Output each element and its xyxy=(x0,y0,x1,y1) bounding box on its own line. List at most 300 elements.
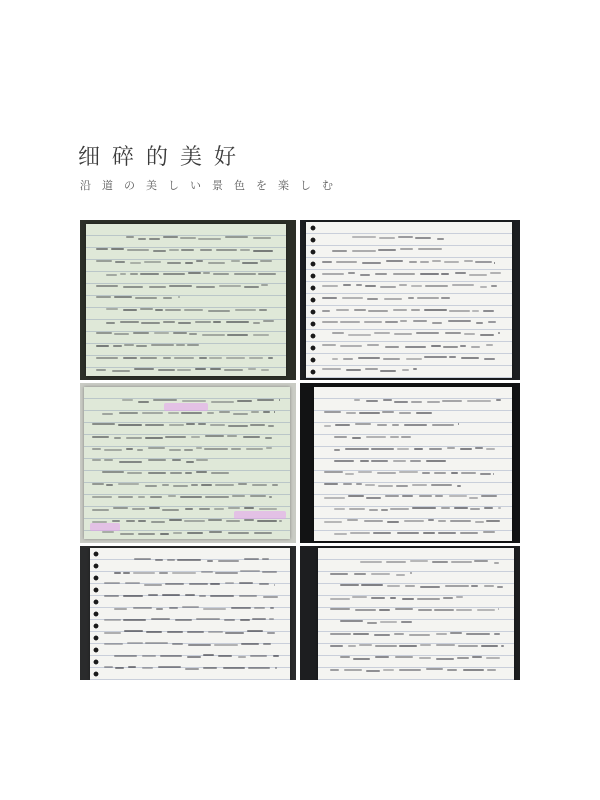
handwriting-stroke xyxy=(420,261,429,263)
handwriting-stroke xyxy=(163,297,172,299)
handwriting-stroke xyxy=(102,413,113,415)
handwriting-stroke xyxy=(330,608,350,610)
handwriting-stroke xyxy=(104,643,123,645)
handwriting-stroke xyxy=(352,596,367,598)
handwriting-stroke xyxy=(118,424,142,426)
handwriting-stroke xyxy=(405,346,426,348)
handwriting-stroke xyxy=(92,496,112,498)
notebook-photo-1 xyxy=(80,220,296,380)
handwriting-stroke xyxy=(203,608,226,610)
handwriting-stroke xyxy=(385,495,399,497)
handwriting-stroke xyxy=(260,260,271,262)
handwriting-stroke xyxy=(124,344,134,346)
handwriting-stroke xyxy=(476,322,483,324)
handwriting-stroke xyxy=(154,332,169,334)
handwriting-stroke xyxy=(214,508,223,510)
handwriting-stroke xyxy=(151,344,174,346)
handwriting-stroke xyxy=(375,645,397,647)
handwriting-stroke xyxy=(156,608,163,610)
handwriting-stroke xyxy=(185,668,200,670)
handwriting-stroke xyxy=(213,321,222,323)
handwriting-stroke xyxy=(165,309,181,311)
handwriting-stroke xyxy=(464,260,473,262)
handwriting-stroke xyxy=(239,595,257,597)
handwriting-stroke xyxy=(404,424,427,426)
handwriting-stroke xyxy=(420,644,432,646)
handwriting-stroke xyxy=(340,345,362,347)
handwriting-stroke xyxy=(231,448,241,450)
handwriting-stroke xyxy=(397,448,409,450)
handwriting-stroke xyxy=(163,321,175,323)
handwriting-stroke xyxy=(397,532,419,534)
handwriting-stroke xyxy=(272,484,278,486)
handwriting-stroke xyxy=(239,582,254,584)
handwriting-stroke xyxy=(399,284,407,286)
handwriting-stroke xyxy=(102,471,124,473)
handwriting-stroke xyxy=(106,274,117,276)
notebook-photo-3 xyxy=(80,383,296,543)
handwriting-stroke xyxy=(231,260,240,262)
handwriting-stroke xyxy=(145,424,164,426)
handwriting-stroke xyxy=(494,562,499,564)
handwriting-stroke xyxy=(410,460,420,462)
handwriting-stroke xyxy=(262,571,277,573)
handwriting-stroke xyxy=(172,459,181,461)
handwriting-stroke xyxy=(158,666,181,668)
handwriting-stroke xyxy=(322,321,338,323)
handwriting-stroke xyxy=(175,619,193,621)
handwriting-stroke xyxy=(353,658,370,660)
handwriting-stroke xyxy=(336,261,357,263)
handwriting-stroke xyxy=(491,285,497,287)
handwriting-stroke xyxy=(189,333,197,335)
handwriting-stroke xyxy=(386,260,403,262)
handwriting-stroke xyxy=(480,473,491,475)
handwriting-stroke xyxy=(344,669,362,671)
handwriting-stroke xyxy=(146,631,161,633)
handwriting-stroke xyxy=(343,284,352,286)
handwriting-stroke xyxy=(411,309,420,311)
handwriting-stroke xyxy=(140,357,157,359)
handwriting-stroke xyxy=(218,560,239,562)
handwriting-stroke xyxy=(253,250,272,252)
handwriting-stroke xyxy=(419,657,431,659)
handwriting-stroke xyxy=(420,586,441,588)
handwriting-stroke xyxy=(346,412,357,414)
handwriting-stroke xyxy=(112,520,120,522)
handwriting-stroke xyxy=(127,642,143,644)
handwriting-stroke xyxy=(244,286,258,288)
handwriting-stroke xyxy=(162,484,168,486)
handwriting-stroke xyxy=(172,572,196,574)
handwriting-stroke xyxy=(149,238,160,240)
handwriting-stroke xyxy=(472,310,478,312)
handwriting-stroke xyxy=(226,321,249,323)
handwriting-stroke xyxy=(149,286,166,288)
handwriting-stroke xyxy=(214,644,238,646)
notebook-page xyxy=(84,387,290,539)
handwriting-stroke xyxy=(396,574,405,576)
handwriting-stroke xyxy=(250,495,266,497)
handwriting-stroke xyxy=(125,582,140,584)
handwriting-stroke xyxy=(486,657,500,659)
handwriting-stroke xyxy=(451,561,473,563)
handwriting-stroke xyxy=(120,321,139,323)
handwriting-stroke xyxy=(126,448,133,450)
handwriting-stroke xyxy=(475,521,484,523)
handwriting-stroke xyxy=(460,345,466,347)
handwriting-stroke xyxy=(196,471,207,473)
handwriting-stroke xyxy=(142,655,156,657)
handwriting-stroke xyxy=(447,447,454,449)
handwriting-stroke xyxy=(360,561,382,563)
handwriting-stroke xyxy=(481,495,497,497)
handwriting-stroke xyxy=(362,262,382,264)
handwriting-stroke xyxy=(199,595,206,597)
handwriting-stroke xyxy=(158,369,175,371)
handwriting-stroke xyxy=(215,484,234,486)
handwriting-stroke xyxy=(367,622,376,624)
handwriting-stroke xyxy=(399,412,411,414)
handwriting-stroke xyxy=(208,631,223,633)
handwriting-stroke xyxy=(360,274,369,276)
handwriting-stroke xyxy=(480,334,495,336)
handwriting-stroke xyxy=(96,332,112,334)
handwriting-stroke xyxy=(480,286,487,288)
handwriting-stroke xyxy=(398,236,413,238)
handwriting-stroke xyxy=(213,273,230,275)
handwriting-stroke xyxy=(275,667,276,669)
handwriting-stroke xyxy=(324,497,345,499)
handwriting-stroke xyxy=(237,400,252,402)
handwriting-stroke xyxy=(144,261,161,263)
handwriting-stroke xyxy=(252,484,267,486)
handwriting-stroke xyxy=(186,461,194,463)
handwriting-stroke xyxy=(232,495,246,497)
handwriting-stroke xyxy=(359,644,372,646)
handwriting-stroke xyxy=(123,357,137,359)
handwriting-stroke xyxy=(475,261,492,263)
handwriting-stroke xyxy=(412,507,436,509)
handwriting-stroke xyxy=(330,573,348,575)
handwriting-stroke xyxy=(225,632,244,634)
handwriting-stroke xyxy=(402,495,413,497)
handwriting-stroke xyxy=(367,298,378,300)
handwriting-stroke xyxy=(177,369,191,371)
handwriting-stroke xyxy=(443,346,457,348)
handwriting-stroke xyxy=(253,237,271,239)
handwriting-stroke xyxy=(367,344,379,346)
handwriting-stroke xyxy=(176,344,185,346)
handwriting-stroke xyxy=(375,656,390,658)
handwriting-stroke xyxy=(242,262,258,264)
handwriting-stroke xyxy=(359,412,380,414)
handwriting-stroke xyxy=(343,483,352,485)
handwriting-stroke xyxy=(345,473,354,475)
handwriting-stroke xyxy=(434,472,446,474)
handwriting-stroke xyxy=(153,399,176,401)
handwriting-stroke xyxy=(259,508,277,510)
handwriting-stroke xyxy=(340,321,360,323)
handwriting-stroke xyxy=(456,609,472,611)
handwriting-stroke xyxy=(324,411,341,413)
handwriting-stroke xyxy=(463,669,484,671)
handwriting-stroke xyxy=(343,358,353,360)
handwriting-stroke xyxy=(263,320,273,322)
handwriting-stroke xyxy=(396,485,408,487)
handwriting-stroke xyxy=(360,460,369,462)
handwriting-stroke xyxy=(199,508,210,510)
handwriting-stroke xyxy=(114,333,129,335)
page-title: 细碎的美好 xyxy=(78,145,249,170)
handwriting-stroke xyxy=(196,618,220,620)
handwriting-stroke xyxy=(334,449,340,451)
handwriting-stroke xyxy=(162,594,180,596)
handwriting-stroke xyxy=(127,249,149,251)
handwriting-stroke xyxy=(483,310,494,312)
handwriting-stroke xyxy=(384,298,402,300)
handwriting-stroke xyxy=(410,560,428,562)
handwriting-stroke xyxy=(123,619,145,621)
handwriting-stroke xyxy=(355,423,371,425)
handwriting-stroke xyxy=(238,656,247,658)
highlight-mark xyxy=(234,511,286,519)
handwriting-stroke xyxy=(324,425,331,427)
handwriting-stroke xyxy=(409,261,417,263)
handwriting-stroke xyxy=(96,260,112,262)
handwriting-stroke xyxy=(92,509,109,511)
handwriting-stroke xyxy=(332,250,347,252)
handwriting-stroke xyxy=(92,448,101,450)
handwriting-stroke xyxy=(144,584,162,586)
handwriting-stroke xyxy=(148,459,167,461)
handwriting-stroke xyxy=(402,598,414,600)
handwriting-stroke xyxy=(399,669,421,671)
handwriting-stroke xyxy=(349,508,365,510)
handwriting-stroke xyxy=(138,533,154,535)
handwriting-stroke xyxy=(167,559,175,561)
notebook-photo-6 xyxy=(300,546,520,680)
handwriting-stroke xyxy=(250,655,268,657)
handwriting-stroke xyxy=(497,586,503,588)
handwriting-stroke xyxy=(486,520,500,522)
handwriting-stroke xyxy=(148,447,165,449)
handwriting-stroke xyxy=(182,606,200,608)
handwriting-stroke xyxy=(322,297,337,299)
ruled-lines xyxy=(86,224,286,376)
handwriting-stroke xyxy=(196,260,202,262)
notebook-page xyxy=(86,224,286,376)
handwriting-stroke xyxy=(322,261,332,263)
handwriting-stroke xyxy=(123,572,129,574)
handwriting-stroke xyxy=(188,272,200,274)
handwriting-stroke xyxy=(380,286,395,288)
handwriting-stroke xyxy=(180,237,196,239)
handwriting-stroke xyxy=(123,309,137,311)
handwriting-stroke xyxy=(352,250,375,252)
handwriting-stroke xyxy=(426,460,446,462)
handwriting-stroke xyxy=(324,521,342,523)
handwriting-stroke xyxy=(119,461,142,463)
handwriting-stroke xyxy=(365,368,378,370)
handwriting-stroke xyxy=(123,595,143,597)
handwriting-stroke xyxy=(348,334,370,336)
handwriting-stroke xyxy=(169,607,178,609)
handwriting-stroke xyxy=(322,273,344,275)
handwriting-stroke xyxy=(185,594,195,596)
handwriting-stroke xyxy=(354,573,366,575)
handwriting-stroke xyxy=(248,368,256,370)
handwriting-stroke xyxy=(198,238,221,240)
handwriting-stroke xyxy=(454,507,467,509)
handwriting-stroke xyxy=(366,670,379,672)
handwriting-stroke xyxy=(404,520,423,522)
handwriting-stroke xyxy=(248,667,270,669)
handwriting-stroke xyxy=(471,346,480,348)
handwriting-stroke xyxy=(187,344,199,346)
handwriting-stroke xyxy=(330,645,343,647)
notebook-page xyxy=(90,548,290,680)
handwriting-stroke xyxy=(253,322,261,324)
handwriting-stroke xyxy=(393,309,407,311)
handwriting-stroke xyxy=(119,412,139,414)
handwriting-stroke xyxy=(169,424,184,426)
handwriting-stroke xyxy=(231,607,251,609)
handwriting-stroke xyxy=(140,273,160,275)
handwriting-stroke xyxy=(114,655,137,657)
handwriting-stroke xyxy=(210,595,234,597)
handwriting-stroke xyxy=(431,345,441,347)
handwriting-stroke xyxy=(104,619,121,621)
handwriting-stroke xyxy=(445,332,462,334)
handwriting-stroke xyxy=(240,619,250,621)
handwriting-stroke xyxy=(243,436,261,438)
handwriting-stroke xyxy=(141,322,160,324)
handwriting-stroke xyxy=(169,285,193,287)
handwriting-stroke xyxy=(259,583,269,585)
handwriting-stroke xyxy=(352,437,361,439)
handwriting-stroke xyxy=(181,412,202,414)
handwriting-stroke xyxy=(484,507,493,509)
handwriting-stroke xyxy=(149,507,160,509)
handwriting-stroke xyxy=(112,370,130,372)
handwriting-stroke xyxy=(378,249,396,251)
handwriting-stroke xyxy=(429,448,442,450)
handwriting-stroke xyxy=(364,321,382,323)
handwriting-stroke xyxy=(352,236,376,238)
handwriting-stroke xyxy=(142,667,153,669)
notebook-page xyxy=(306,222,512,378)
handwriting-stroke xyxy=(172,643,183,645)
handwriting-stroke xyxy=(330,633,351,635)
handwriting-stroke xyxy=(165,436,185,438)
handwriting-stroke xyxy=(228,425,248,427)
handwriting-stroke xyxy=(355,609,376,611)
handwriting-stroke xyxy=(445,585,469,587)
handwriting-stroke xyxy=(186,423,195,425)
handwriting-stroke xyxy=(96,285,118,287)
handwriting-stroke xyxy=(466,633,490,635)
handwriting-stroke xyxy=(182,400,206,402)
handwriting-stroke xyxy=(235,309,255,311)
handwriting-stroke xyxy=(134,558,151,560)
handwriting-stroke xyxy=(383,358,400,360)
handwriting-stroke xyxy=(200,249,212,251)
handwriting-stroke xyxy=(366,497,381,499)
handwriting-stroke xyxy=(460,448,473,450)
handwriting-stroke xyxy=(168,495,177,497)
handwriting-stroke xyxy=(254,532,273,534)
handwriting-stroke xyxy=(199,357,207,359)
handwriting-stroke xyxy=(252,618,266,620)
handwriting-stroke xyxy=(441,273,449,275)
handwriting-stroke xyxy=(96,248,108,250)
handwriting-stroke xyxy=(111,248,123,250)
handwriting-stroke xyxy=(406,358,422,360)
handwriting-stroke xyxy=(450,632,462,634)
handwriting-stroke xyxy=(201,571,213,573)
handwriting-stroke xyxy=(358,357,380,359)
handwriting-stroke xyxy=(418,248,441,250)
handwriting-stroke xyxy=(266,447,272,449)
handwriting-stroke xyxy=(170,472,182,474)
handwriting-stroke xyxy=(127,472,142,474)
highlight-mark xyxy=(90,523,120,531)
handwriting-stroke xyxy=(92,521,107,523)
handwriting-stroke xyxy=(205,435,224,437)
handwriting-stroke xyxy=(148,472,167,474)
handwriting-stroke xyxy=(169,449,181,451)
handwriting-stroke xyxy=(126,520,135,522)
handwriting-stroke xyxy=(191,484,198,486)
handwriting-stroke xyxy=(481,645,498,647)
handwriting-stroke xyxy=(225,582,234,584)
ruled-lines xyxy=(306,222,512,378)
handwriting-stroke xyxy=(104,582,120,584)
handwriting-stroke xyxy=(469,274,487,276)
handwriting-stroke xyxy=(184,520,205,522)
handwriting-stroke xyxy=(137,449,143,451)
handwriting-stroke xyxy=(449,495,466,497)
handwriting-stroke xyxy=(187,631,204,633)
handwriting-stroke xyxy=(427,401,440,403)
handwriting-stroke xyxy=(233,413,248,415)
handwriting-stroke xyxy=(375,273,387,275)
handwriting-stroke xyxy=(178,322,191,324)
handwriting-stroke xyxy=(336,309,350,311)
handwriting-stroke xyxy=(113,507,128,509)
handwriting-stroke xyxy=(219,411,230,413)
handwriting-stroke xyxy=(254,607,265,609)
handwriting-stroke xyxy=(203,667,217,669)
handwriting-stroke xyxy=(104,449,123,451)
handwriting-stroke xyxy=(432,322,443,324)
handwriting-stroke xyxy=(340,656,350,658)
handwriting-stroke xyxy=(390,597,396,599)
handwriting-stroke xyxy=(173,332,187,334)
handwriting-stroke xyxy=(401,436,411,438)
handwriting-stroke xyxy=(414,448,424,450)
handwriting-stroke xyxy=(150,496,162,498)
handwriting-stroke xyxy=(202,334,225,336)
handwriting-stroke xyxy=(96,296,111,298)
handwriting-stroke xyxy=(358,471,372,473)
handwriting-stroke xyxy=(241,643,260,645)
handwriting-stroke xyxy=(132,508,145,510)
handwriting-stroke xyxy=(417,598,440,600)
handwriting-stroke xyxy=(173,532,182,534)
notebook-page xyxy=(314,387,512,541)
